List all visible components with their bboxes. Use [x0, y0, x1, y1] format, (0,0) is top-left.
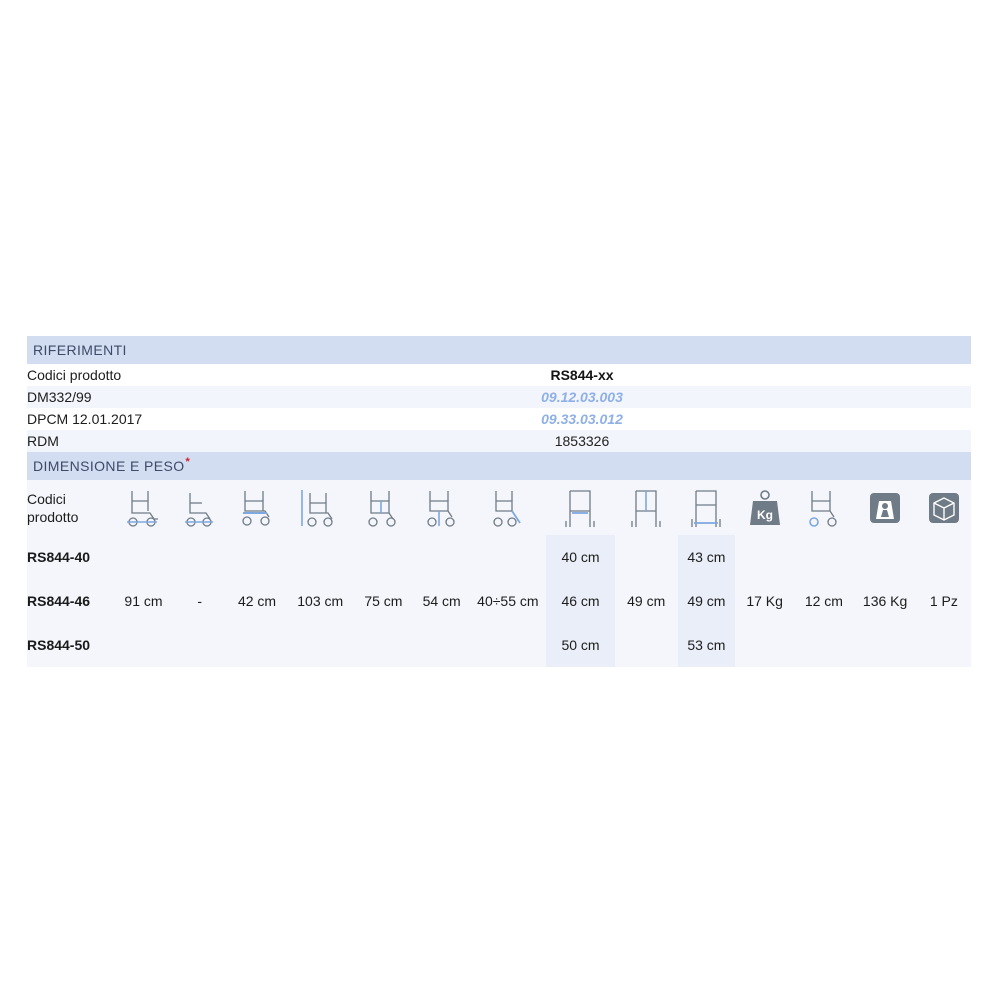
ref-value-link[interactable]: 09.12.03.003	[541, 389, 623, 405]
table-cell	[353, 623, 414, 667]
table-cell	[114, 535, 173, 579]
table-cell: 49 cm	[678, 579, 735, 623]
wheelchair-seat-height-icon	[414, 480, 469, 535]
table-cell	[854, 623, 917, 667]
wheelchair-armrest-height-icon	[353, 480, 414, 535]
table-cell	[794, 535, 853, 579]
table-cell: 136 Kg	[862, 592, 908, 609]
ref-value: 1853326	[554, 433, 610, 449]
table-cell: -	[197, 592, 203, 609]
table-cell	[794, 623, 853, 667]
ref-label: RDM	[27, 433, 59, 449]
dimensioni-title: DIMENSIONE E PESO	[33, 458, 185, 474]
table-cell: 17 Kg	[746, 592, 783, 609]
table-cell	[288, 535, 353, 579]
wheelchair-folded-length-icon	[173, 480, 226, 535]
table-cell	[917, 535, 971, 579]
wheelchair-height-icon	[288, 480, 353, 535]
ref-row-dpcm	[27, 408, 971, 430]
table-cell: 40 cm	[546, 535, 614, 579]
product-code: RS844-50	[27, 637, 91, 653]
table-cell	[414, 623, 469, 667]
table-cell	[917, 623, 971, 667]
svg-text:Kg: Kg	[756, 507, 773, 522]
wheelchair-length-icon	[114, 480, 173, 535]
table-cell: 103 cm	[297, 592, 344, 609]
package-icon	[917, 480, 971, 535]
table-cell	[469, 535, 546, 579]
codes-label-line2: prodotto	[27, 508, 79, 525]
table-cell	[353, 535, 414, 579]
table-row	[27, 623, 971, 667]
seat-depth-icon	[615, 480, 678, 535]
table-cell	[854, 535, 917, 579]
table-cell	[469, 623, 546, 667]
table-cell: 42 cm	[237, 592, 277, 609]
product-code: RS844-40	[27, 549, 91, 565]
wheelchair-width-icon	[226, 480, 287, 535]
table-cell: 43 cm	[678, 535, 735, 579]
table-cell: 1 Pz	[929, 592, 958, 609]
asterisk-mark: *	[185, 456, 191, 468]
table-cell: 46 cm	[546, 579, 614, 623]
table-cell	[414, 535, 469, 579]
table-cell: 75 cm	[364, 592, 403, 609]
table-cell	[615, 535, 678, 579]
table-cell: 91 cm	[124, 592, 163, 609]
table-cell: 53 cm	[678, 623, 735, 667]
seat-width-icon	[546, 480, 614, 535]
table-row	[27, 579, 971, 623]
riferimenti-header	[27, 336, 971, 364]
table-cell: 54 cm	[422, 592, 461, 609]
table-cell	[226, 623, 287, 667]
total-width-icon	[678, 480, 735, 535]
table-cell	[735, 535, 794, 579]
table-cell	[615, 623, 678, 667]
ref-row-codici	[27, 364, 971, 386]
rear-wheel-icon	[794, 480, 853, 535]
icon-header-row	[27, 480, 971, 535]
table-cell	[226, 535, 287, 579]
table-row	[27, 535, 971, 579]
table-cell: 40÷55 cm	[477, 592, 539, 609]
max-load-icon	[854, 480, 917, 535]
codes-column-label	[27, 490, 114, 526]
ref-row-rdm	[27, 430, 971, 452]
table-cell: 49 cm	[627, 592, 666, 609]
ref-label: DPCM 12.01.2017	[27, 411, 143, 427]
codes-label-line1: Codici	[27, 490, 66, 507]
spec-sheet	[27, 336, 971, 667]
table-cell: 50 cm	[546, 623, 614, 667]
ref-label: DM332/99	[27, 389, 92, 405]
dimensioni-header	[27, 452, 971, 480]
ref-value-link[interactable]: 09.33.03.012	[541, 411, 623, 427]
table-cell	[288, 623, 353, 667]
riferimenti-title: RIFERIMENTI	[33, 342, 127, 358]
ref-row-dm	[27, 386, 971, 408]
table-cell	[173, 535, 226, 579]
ref-label: Codici prodotto	[27, 367, 122, 383]
table-cell	[114, 623, 173, 667]
table-cell	[735, 623, 794, 667]
table-cell: 12 cm	[804, 592, 843, 609]
table-cell	[173, 623, 226, 667]
ref-value: RS844-xx	[550, 367, 614, 383]
wheelchair-footrest-length-icon	[469, 480, 546, 535]
product-code: RS844-46	[27, 593, 91, 609]
weight-kg-icon	[735, 480, 794, 535]
dimensions-table	[27, 480, 971, 667]
